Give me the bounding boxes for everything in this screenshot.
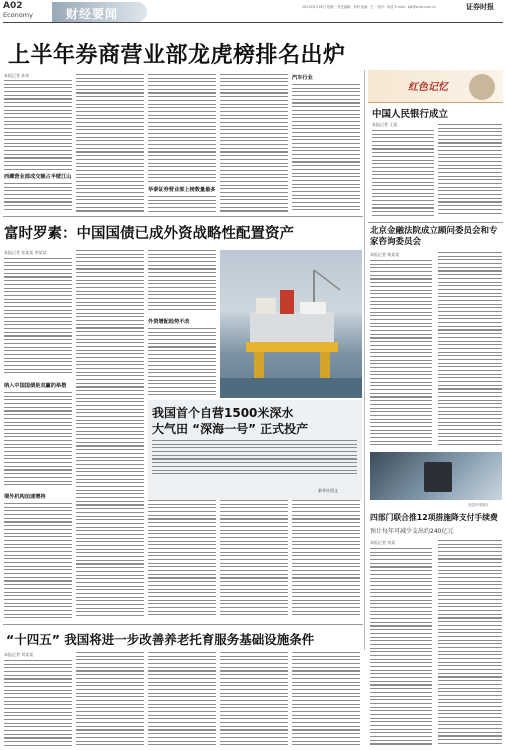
article1-col5 — [292, 84, 360, 214]
bottom-col1 — [4, 660, 72, 748]
right-low-byline: 本报记者 刘某 — [370, 540, 396, 545]
article1-col4 — [220, 74, 288, 214]
right-top-headline: 中国人民银行成立 — [372, 109, 449, 120]
article2-col3c — [148, 500, 216, 620]
second-headline-top-rule — [3, 216, 363, 217]
photo-title-line2: 大气田 “深海一号” 正式投产 — [152, 422, 309, 436]
bottom-col5 — [292, 652, 360, 748]
subheading-3: 境外机构加速增持 — [4, 494, 46, 500]
right-low-col2 — [438, 540, 502, 748]
article2-col1 — [4, 258, 72, 378]
subheading-4: 外资增配趋势不改 — [148, 319, 190, 325]
right-low-subheadline: 预计每年可减少支出约240亿元 — [370, 528, 454, 535]
banner-portrait — [469, 74, 495, 100]
right-low-headline: 四部门联合推12项措施降支付手续费 — [370, 513, 498, 522]
bottom-headline-rule — [3, 624, 363, 625]
article2-col1c — [4, 503, 72, 621]
article1-col3 — [148, 74, 216, 184]
right-col-title: 汽车行业 — [292, 75, 313, 81]
article1-byline: 本报记者 孙宪 — [4, 73, 30, 78]
article2-col1b — [4, 392, 72, 488]
top-meta: 2021年6月28日 星期一 责任编辑：刘珂 美编：王一 校对：杨清 E-mail：bjs@scjrb.com.cn — [302, 5, 436, 9]
section-title: 财经要闻 — [66, 7, 119, 21]
right-low-col1 — [370, 548, 432, 748]
subheading-5: 华泰证券营业部上榜数量最多 — [148, 187, 216, 193]
second-headline: 富时罗素：中国国债已成外资战略性配置资产 — [4, 226, 294, 242]
article2-col3 — [148, 250, 216, 312]
article2-col5 — [292, 500, 360, 620]
payment-terminal — [424, 462, 452, 492]
section-en: Economy — [3, 11, 33, 19]
photo-credit: 新华社图文 — [318, 488, 338, 493]
column-divider — [364, 70, 365, 650]
subheading-1: 西藏营业部成交额占半壁江山 — [4, 174, 72, 180]
bottom-byline: 本报记者 刘某某 — [4, 652, 34, 657]
photo-caption-2: 视觉中国图片 — [468, 503, 489, 507]
subheading-2: 纳入中国国债是双赢的举措 — [4, 383, 67, 389]
right-mid-byline: 本报记者 杨某某 — [370, 252, 400, 257]
right-mid-headline-1: 北京金融法院成立顾问委员会和专家咨询委员会 — [370, 226, 498, 247]
right-top-col2 — [438, 124, 502, 220]
red-memory-banner — [368, 70, 503, 103]
article2-col3b — [148, 328, 216, 398]
platform-photo — [220, 250, 362, 398]
masthead-rule — [3, 22, 503, 23]
article1-col1b — [4, 183, 72, 213]
bottom-col3 — [148, 652, 216, 748]
paper-name: 证券时报 — [466, 3, 494, 11]
payment-photo — [370, 452, 502, 500]
article1-col3b — [148, 196, 216, 214]
article2-col2 — [76, 250, 144, 620]
right-mid-col1 — [370, 260, 432, 450]
article1-col2 — [76, 74, 144, 214]
bottom-col4 — [220, 652, 288, 748]
bottom-headline: “十四五” 我国将进一步改善养老托育服务基础设施条件 — [6, 632, 315, 647]
right-mid-col2 — [438, 252, 502, 450]
right-rule-1 — [368, 222, 503, 223]
page-number: A02 — [3, 1, 23, 11]
right-top-byline: 本报记者 王某 — [372, 122, 398, 127]
article1-col1 — [4, 80, 72, 172]
platform-illustration — [220, 250, 362, 398]
article2-col4 — [220, 500, 288, 620]
main-headline: 上半年券商营业部龙虎榜排名出炉 — [8, 43, 346, 68]
banner-title: 红色记忆 — [408, 82, 448, 93]
photo-title-line1: 我国首个自营1500米深水 — [152, 406, 294, 420]
right-top-col1 — [372, 130, 434, 220]
photo-caption-text — [152, 440, 357, 480]
article2-byline: 本报记者 张某某 李某某 — [4, 250, 47, 255]
bottom-col2 — [76, 652, 144, 748]
